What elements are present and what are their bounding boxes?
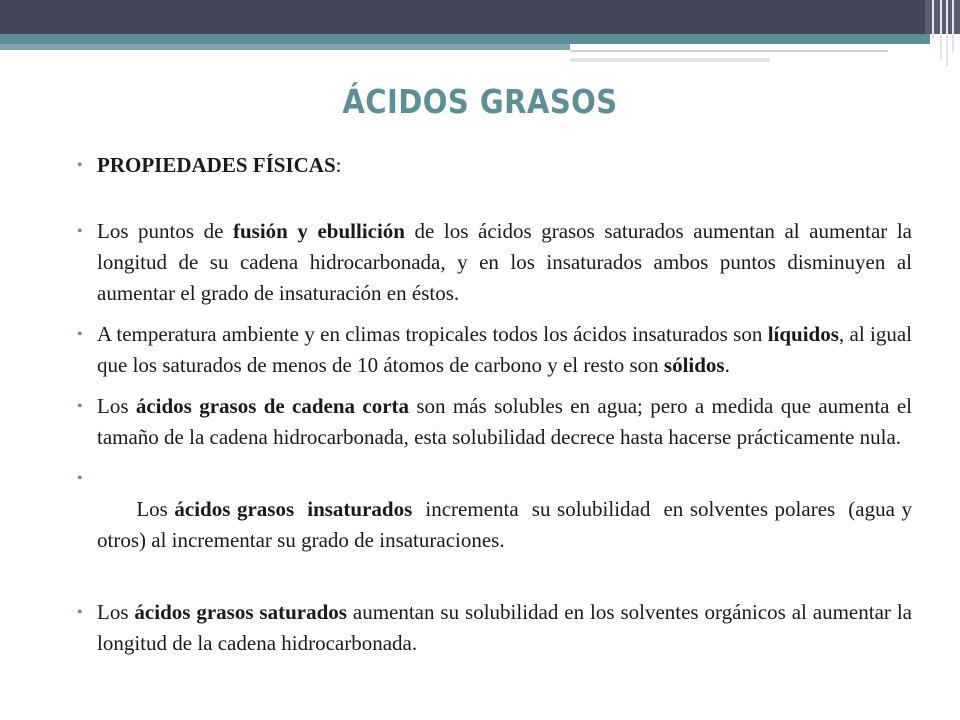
bullet-heading: [78, 150, 912, 181]
bold-term: ácidos grasos de cadena corta: [135, 394, 410, 418]
header-accent-line: [940, 0, 942, 60]
bullet-icon: •: [77, 604, 83, 621]
header-stripe: [0, 34, 930, 44]
header-accent-line: [932, 0, 934, 40]
bullet-icon: •: [77, 470, 83, 487]
text: A temperatura ambiente y en climas tropicales todos los ácidos insaturados son: [97, 322, 768, 346]
text: Los: [136, 497, 175, 521]
text: son más solubles en agua; pero a medida que aumenta el tamaño de la cadena hidrocarbonada, esta solubilidad decrece hasta hacerse prácticamente nula.: [97, 394, 912, 449]
bullet-item: [78, 597, 912, 659]
header-rule: [570, 50, 888, 52]
text: Los puntos de: [97, 219, 233, 243]
heading-label: PROPIEDADES FÍSICAS: [97, 153, 336, 177]
bold-term: líquidos: [767, 322, 839, 346]
header-bar-corner: [925, 0, 960, 34]
slide-title: ÁCIDOS GRASOS: [342, 82, 618, 121]
header-accent-line: [952, 0, 954, 52]
text: .: [724, 353, 730, 377]
bold-term: fusión y ebullición: [233, 219, 405, 243]
bold-term: ácidos grasos saturados: [134, 600, 347, 624]
header-accent-line: [946, 0, 948, 66]
text: de los ácidos grasos saturados aumentan al aumentar la longitud de su cadena hidrocarbonada, y en los insaturados ambos puntos disminuyen al aumentar el grado de insaturación en éstos.: [97, 219, 913, 305]
bullet-icon: •: [77, 398, 83, 415]
bullet-icon: •: [77, 326, 83, 343]
text: Los: [97, 600, 135, 624]
text: incrementa su solubilidad en solventes polares (agua y otros) al incrementar su grado de insaturaciones.: [97, 497, 918, 552]
bullet-icon: •: [77, 223, 83, 240]
bullet-item: [77, 463, 918, 587]
bullet-icon: •: [77, 157, 83, 174]
text: aumentan su solubilidad en los solventes orgánicos al aumentar la longitud de la cadena hidrocarbonada.: [97, 600, 912, 655]
bullet-item: [78, 319, 912, 381]
bullet-item: [78, 391, 912, 453]
bullet-list: [77, 150, 918, 669]
text: , al igual que los saturados de menos de 10 átomos de carbono y el resto son: [97, 322, 912, 377]
bold-term: sólidos: [663, 353, 725, 377]
header-stripe-secondary: [0, 44, 570, 50]
header-rule: [570, 58, 770, 62]
text: Los: [97, 394, 136, 418]
heading-suffix: :: [335, 153, 342, 177]
bold-term: ácidos grasos insaturados: [174, 497, 413, 521]
bullet-item: [78, 216, 912, 309]
header-bar: [0, 0, 925, 34]
